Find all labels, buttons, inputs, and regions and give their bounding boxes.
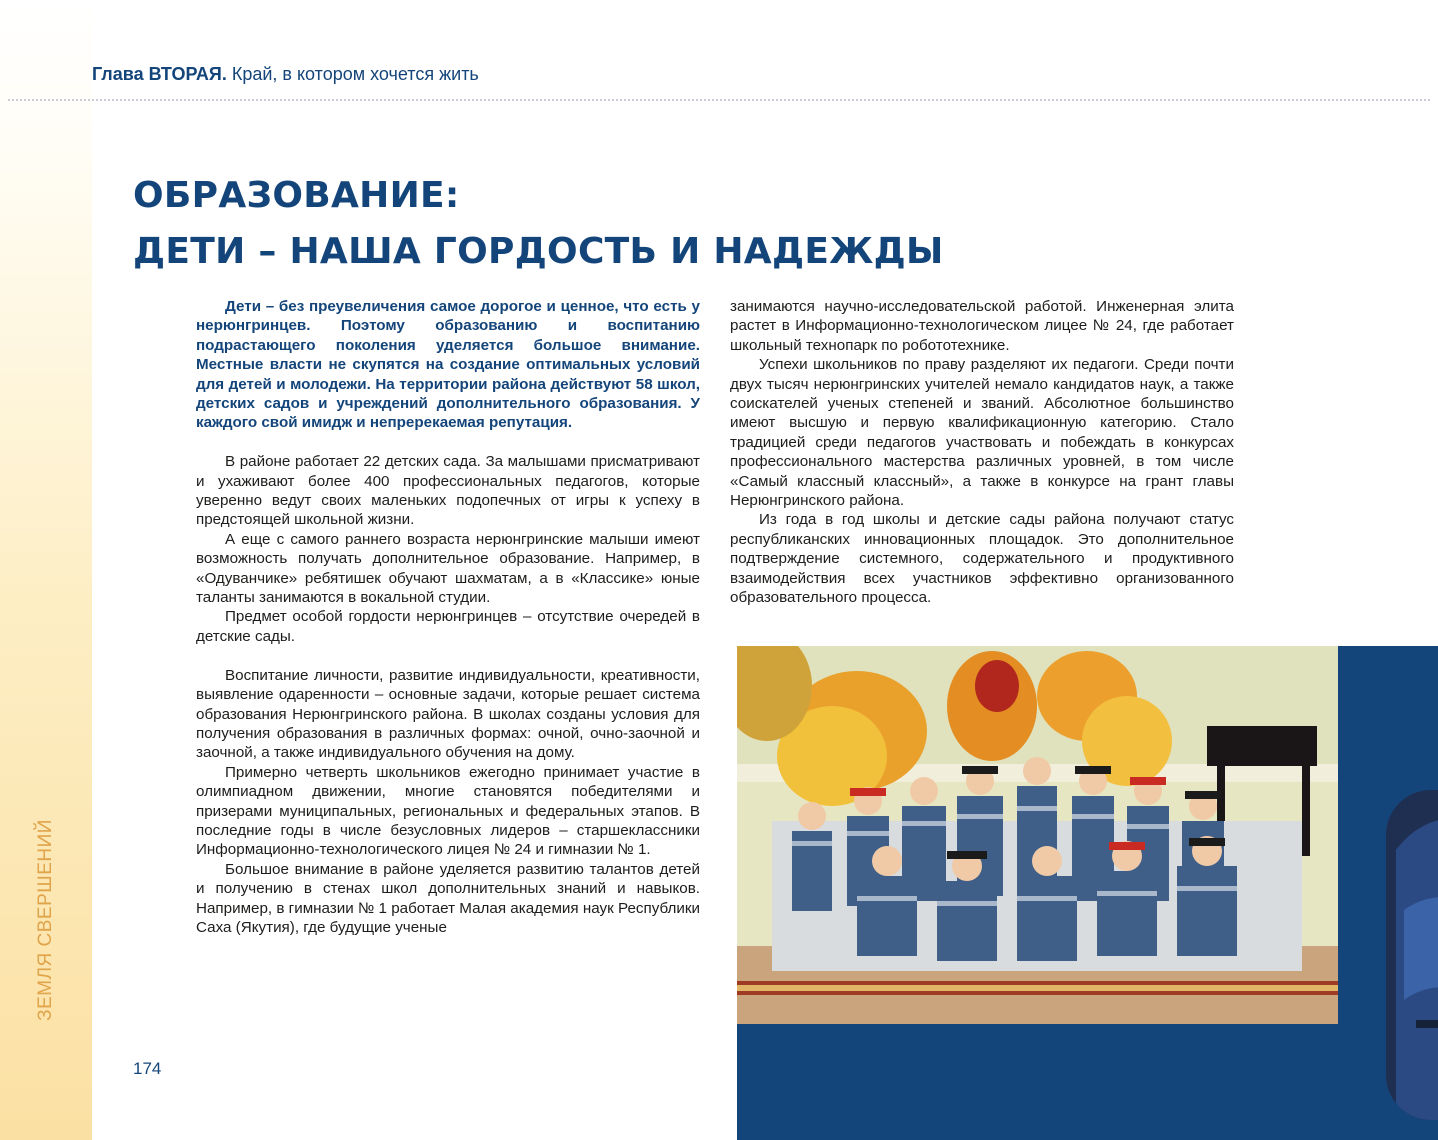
- body-paragraph: Успехи школьников по праву разделяют их педагоги. Среди почти двух тысяч нерюнгринских учителей немало кандидатов наук, а также соискателей ученых степеней и званий. Абсолютное большинство имеют высшую и первую квалификационную категорию. Стало традицией среди педагогов участвовать и побеждать в конкурсах профессионального мастерства различных уровней, в том числе «Самый классный классный», а также в конкурсе на грант главы Нерюнгринского района.: [730, 356, 1234, 510]
- side-label: ЗЕМЛЯ СВЕРШЕНИЙ: [35, 819, 56, 1021]
- lead-paragraph: Дети – без преувеличения самое дорогое и ценное, что есть у нерюнгринцев. Поэтому образованию и воспитанию подрастающего поколения уделяется большое внимание. Местные власти не скупятся на создание оптимальных условий для детей и молодежи. На территории района действуют 58 школ, детских садов и учреждений дополнительного образования. У каждого свой имидж и непререкаемая репутация.: [196, 298, 700, 432]
- backpack-figure-image: [1386, 790, 1438, 1120]
- page-title: [133, 168, 944, 280]
- chapter-number: Глава ВТОРАЯ.: [92, 64, 227, 84]
- chapter-heading: [92, 64, 479, 85]
- body-paragraph: Воспитание личности, развитие индивидуальности, креативности, выявление одаренности – основные задачи, которые решает система образования Нерюнгринского района. В школах созданы условия для получения образования в различных формах: очной, очно-заочной и заочной, а также индивидуального обучения на дому.: [196, 666, 700, 762]
- left-column: [196, 297, 700, 937]
- page-number: 174: [133, 1059, 162, 1078]
- body-paragraph: А еще с самого раннего возраста нерюнгринские малыши имеют возможность получать дополнительное образование. Например, в «Одуванчике» ребятишек обучают шахматам, а в «Классике» юные таланты занимаются в вокальной студии.: [196, 530, 700, 607]
- kindergarten-pirates-photo: [737, 646, 1338, 1024]
- header-divider: [8, 99, 1430, 101]
- chapter-title: Край, в котором хочется жить: [226, 64, 479, 84]
- body-paragraph: В районе работает 22 детских сада. За малышами присматривают и ухаживают более 400 профессиональных педагогов, которые уверенно ведут своих маленьких подопечных от игры к успеху в предстоящей школьной жизни.: [196, 453, 700, 529]
- body-paragraph: Большое внимание в районе уделяется развитию талантов детей и получению в стенах школ дополнительных знаний и навыков. Например, в гимназии № 1 работает Малая академия наук Республики Саха (Якутия), где будущие ученые: [196, 860, 700, 936]
- body-paragraph: Из года в год школы и детские сады района получают статус республиканских инновационных площадок. Это дополнительное подтверждение системного, содержательного и продуктивного взаимодействия всех участников эффективно организованного образовательного процесса.: [730, 511, 1234, 607]
- body-paragraph: Примерно четверть школьников ежегодно принимает участие в олимпиадном движении, многие становятся победителями и призерами муниципальных, региональных и федеральных этапов. В последние годы в числе безусловных лидеров – старшеклассники Информационно-технологического лицея № 24 и гимназии № 1.: [196, 763, 700, 859]
- body-paragraph: занимаются научно-исследовательской работой. Инженерная элита растет в Информационно-технологическом лицее № 24, где работает школьный технопарк по робототехнике.: [730, 298, 1234, 354]
- body-paragraph: Предмет особой гордости нерюнгринцев – отсутствие очередей в детские сады.: [196, 608, 700, 645]
- title-line-1: ОБРАЗОВАНИЕ:: [133, 175, 460, 216]
- title-line-2: ДЕТИ – НАША ГОРДОСТЬ И НАДЕЖДЫ: [133, 231, 944, 272]
- right-column: [730, 297, 1234, 608]
